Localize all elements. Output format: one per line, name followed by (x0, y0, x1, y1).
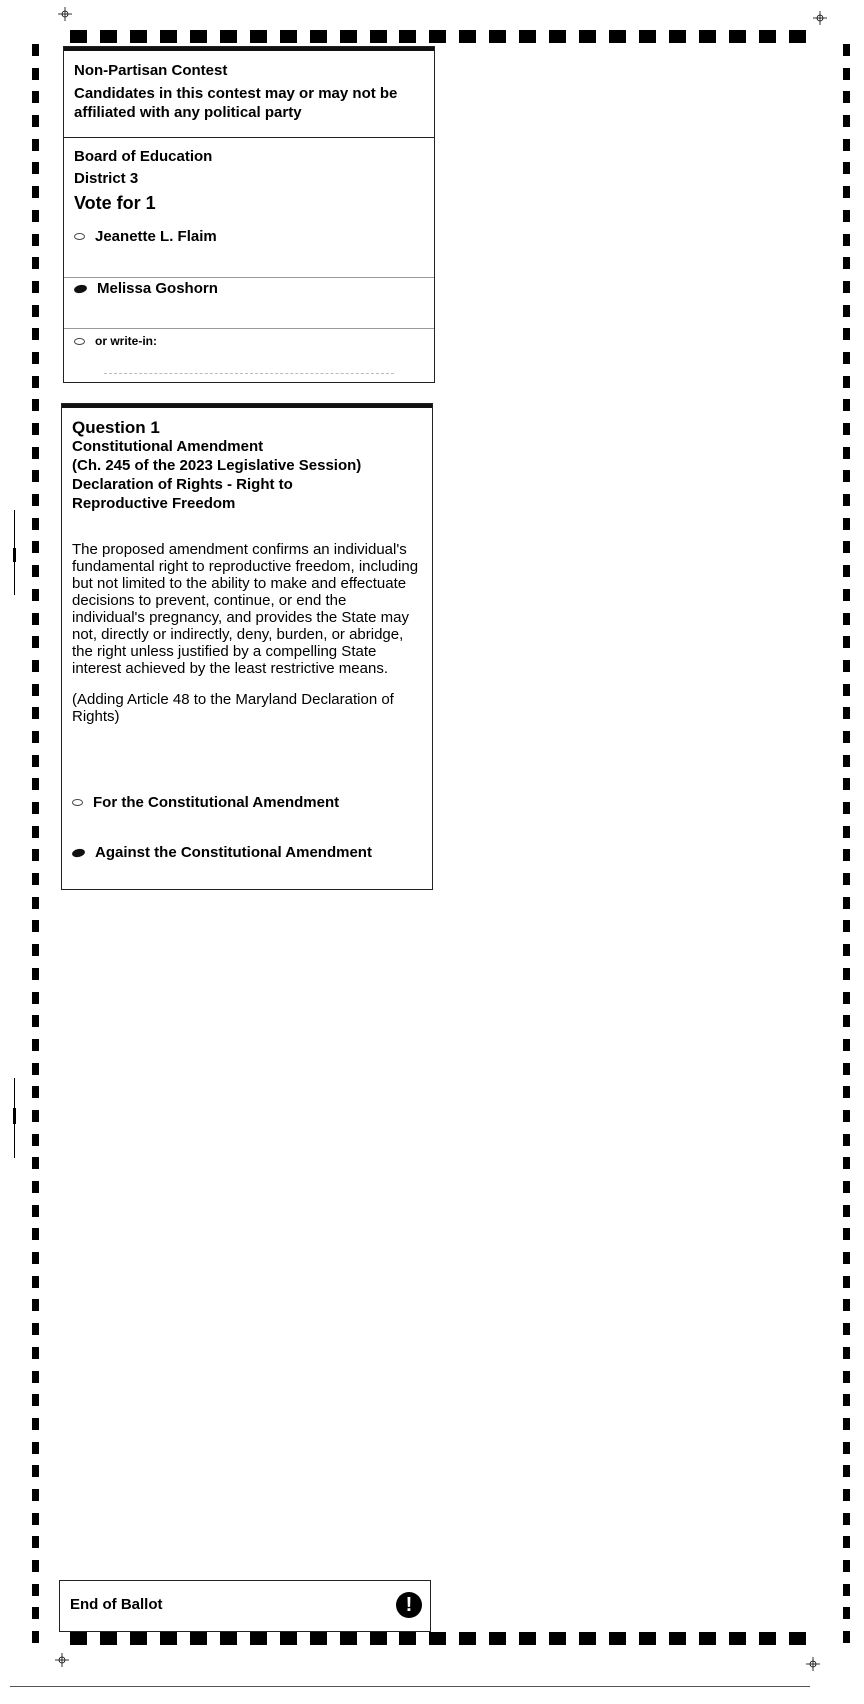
question-number: Question 1 (72, 418, 160, 437)
timing-mark (32, 1157, 39, 1169)
exclamation-icon: ! (396, 1592, 422, 1618)
box-header-bar (64, 47, 434, 51)
timing-mark (32, 1560, 39, 1572)
timing-mark (843, 849, 850, 861)
timing-mark (32, 1134, 39, 1146)
crosshair-icon (58, 7, 72, 21)
timing-mark (843, 1299, 850, 1311)
timing-mark (32, 281, 39, 293)
timing-mark (843, 992, 850, 1004)
timing-mark (32, 257, 39, 269)
timing-mark (843, 968, 850, 980)
timing-mark (32, 68, 39, 80)
timing-mark (32, 91, 39, 103)
timing-mark (32, 1394, 39, 1406)
timing-mark (32, 44, 39, 56)
timing-mark (843, 1631, 850, 1643)
timing-mark (32, 186, 39, 198)
timing-mark (32, 1607, 39, 1619)
question-text (62, 513, 432, 725)
timing-mark (32, 778, 39, 790)
timing-mark (32, 1228, 39, 1240)
timing-mark (32, 589, 39, 601)
timing-mark (843, 1394, 850, 1406)
option-label: Against the Constitutional Amendment (95, 844, 372, 861)
write-in-label: or write-in: (95, 334, 157, 348)
timing-mark (843, 376, 850, 388)
timing-mark (843, 139, 850, 151)
timing-mark (32, 1039, 39, 1051)
timing-mark (32, 1631, 39, 1643)
timing-mark (843, 257, 850, 269)
timing-mark (32, 636, 39, 648)
unfilled-oval-icon[interactable] (74, 233, 85, 240)
nonpartisan-header (64, 47, 434, 127)
timing-mark (32, 1584, 39, 1596)
timing-mark (843, 1015, 850, 1027)
timing-mark (843, 944, 850, 956)
timing-mark (843, 802, 850, 814)
timing-mark (32, 1536, 39, 1548)
timing-mark (32, 115, 39, 127)
candidate-name: Melissa Goshorn (97, 280, 218, 297)
scan-artifact (10, 1686, 810, 1687)
contest-title (64, 138, 434, 216)
timing-mark (32, 399, 39, 411)
timing-mark (843, 68, 850, 80)
timing-mark (32, 1205, 39, 1217)
timing-mark (32, 518, 39, 530)
crosshair-icon (55, 1653, 69, 1667)
timing-mark (32, 992, 39, 1004)
timing-mark (843, 470, 850, 482)
nonpartisan-subtitle: Candidates in this contest may or may not be affiliated with any political party (74, 85, 398, 121)
timing-mark (843, 1086, 850, 1098)
timing-mark (32, 1015, 39, 1027)
timing-mark (32, 1276, 39, 1288)
timing-mark (843, 660, 850, 672)
timing-mark (843, 44, 850, 56)
timing-mark (843, 1607, 850, 1619)
timing-mark (32, 1252, 39, 1264)
timing-mark (843, 1371, 850, 1383)
timing-mark (32, 1063, 39, 1075)
timing-mark (32, 470, 39, 482)
timing-mark (32, 707, 39, 719)
timing-mark (843, 1442, 850, 1454)
timing-mark (843, 1536, 850, 1548)
timing-mark (843, 115, 850, 127)
timing-mark (32, 565, 39, 577)
timing-mark (843, 636, 850, 648)
timing-mark (32, 968, 39, 980)
question-session: (Ch. 245 of the 2023 Legislative Session) (72, 457, 362, 474)
timing-mark (843, 1157, 850, 1169)
timing-mark (843, 162, 850, 174)
timing-mark (843, 1228, 850, 1240)
timing-mark (843, 494, 850, 506)
timing-mark (843, 423, 850, 435)
vote-for-instruction: Vote for 1 (74, 193, 156, 213)
timing-mark (843, 328, 850, 340)
timing-mark (32, 328, 39, 340)
timing-mark (843, 565, 850, 577)
timing-mark (32, 944, 39, 956)
timing-mark (32, 1181, 39, 1193)
top-timing-marks (70, 30, 806, 43)
timing-mark (843, 613, 850, 625)
left-timing-marks (32, 44, 39, 1644)
timing-mark (32, 802, 39, 814)
timing-mark (32, 1442, 39, 1454)
timing-mark (32, 1513, 39, 1525)
timing-mark (32, 660, 39, 672)
timing-mark (843, 1513, 850, 1525)
question-heading (62, 404, 432, 513)
write-in-line[interactable] (104, 373, 394, 374)
box-header-bar (62, 404, 432, 408)
timing-mark (843, 707, 850, 719)
timing-mark (843, 1276, 850, 1288)
timing-mark (843, 399, 850, 411)
timing-mark (843, 1039, 850, 1051)
timing-mark (32, 897, 39, 909)
timing-mark (32, 1086, 39, 1098)
timing-mark (843, 1181, 850, 1193)
unfilled-oval-icon[interactable] (72, 799, 83, 806)
timing-mark (843, 873, 850, 885)
timing-mark (843, 1489, 850, 1501)
timing-mark (32, 1299, 39, 1311)
timing-mark (32, 234, 39, 246)
timing-mark (32, 1489, 39, 1501)
timing-mark (32, 849, 39, 861)
end-of-ballot-label: End of Ballot (70, 1596, 163, 1613)
timing-mark (843, 755, 850, 767)
timing-mark (32, 1418, 39, 1430)
board-contest-box (63, 46, 435, 383)
timing-mark (32, 139, 39, 151)
timing-mark (843, 91, 850, 103)
timing-mark (843, 1205, 850, 1217)
timing-mark (32, 1465, 39, 1477)
filled-oval-icon[interactable] (73, 283, 87, 294)
timing-mark (32, 613, 39, 625)
option-label: For the Constitutional Amendment (93, 794, 340, 811)
crosshair-icon (813, 11, 827, 25)
timing-mark (32, 376, 39, 388)
timing-mark (32, 755, 39, 767)
timing-mark (32, 494, 39, 506)
right-timing-marks (843, 44, 850, 1644)
timing-mark (843, 234, 850, 246)
timing-mark (843, 305, 850, 317)
timing-mark (32, 305, 39, 317)
scan-artifact (13, 548, 16, 562)
timing-mark (843, 518, 850, 530)
bottom-timing-marks (70, 1632, 806, 1645)
question-option-against[interactable] (72, 844, 372, 861)
crosshair-icon (806, 1657, 820, 1671)
question-type: Constitutional Amendment (72, 438, 264, 455)
timing-mark (32, 826, 39, 838)
timing-mark (843, 1418, 850, 1430)
office-title: Board of Education (74, 148, 213, 165)
timing-mark (32, 162, 39, 174)
timing-mark (32, 541, 39, 553)
filled-oval-icon[interactable] (71, 847, 85, 858)
question-box (61, 403, 433, 890)
timing-mark (32, 873, 39, 885)
timing-mark (32, 684, 39, 696)
timing-mark (32, 210, 39, 222)
question-option-for[interactable] (72, 794, 339, 811)
scan-artifact (13, 1108, 16, 1124)
candidate-name: Jeanette L. Flaim (95, 228, 217, 245)
timing-mark (843, 684, 850, 696)
timing-mark (843, 1465, 850, 1477)
timing-mark (32, 423, 39, 435)
timing-mark (843, 826, 850, 838)
timing-mark (32, 920, 39, 932)
timing-mark (32, 1323, 39, 1335)
timing-mark (843, 1252, 850, 1264)
nonpartisan-title: Non-Partisan Contest (74, 62, 228, 79)
timing-mark (32, 1371, 39, 1383)
question-note: (Adding Article 48 to the Maryland Declaration of Rights) (72, 691, 394, 725)
timing-mark (843, 352, 850, 364)
timing-mark (843, 1347, 850, 1359)
timing-mark (843, 447, 850, 459)
district-title: District 3 (74, 170, 139, 187)
timing-mark (32, 1110, 39, 1122)
option-divider (64, 328, 434, 329)
timing-mark (32, 1347, 39, 1359)
end-of-ballot-box (59, 1580, 431, 1632)
timing-mark (32, 352, 39, 364)
timing-mark (843, 897, 850, 909)
timing-mark (32, 731, 39, 743)
timing-mark (843, 1584, 850, 1596)
question-body: The proposed amendment confirms an individual's fundamental right to reproductive freedom, including but not limited to the ability to make and effectuate decisions to prevent, continue, or end the individual's pregnancy, and provides the State may not, directly or indirectly, deny, burden, or abridge, the right unless justified by a compelling State interest achieved by the least restrictive means. (72, 541, 419, 677)
timing-mark (843, 589, 850, 601)
timing-mark (843, 210, 850, 222)
timing-mark (843, 281, 850, 293)
write-in-option[interactable] (74, 334, 157, 348)
timing-mark (843, 1560, 850, 1572)
timing-mark (843, 1134, 850, 1146)
timing-mark (843, 186, 850, 198)
timing-mark (843, 920, 850, 932)
timing-mark (843, 1110, 850, 1122)
timing-mark (843, 1063, 850, 1075)
candidate-option[interactable] (74, 280, 218, 297)
timing-mark (843, 731, 850, 743)
timing-mark (843, 541, 850, 553)
question-title: Declaration of Rights - Right to Reproductive Freedom (72, 476, 293, 512)
candidate-option[interactable] (74, 228, 217, 245)
timing-mark (843, 1323, 850, 1335)
option-divider (64, 277, 434, 278)
unfilled-oval-icon[interactable] (74, 338, 85, 345)
timing-mark (843, 778, 850, 790)
timing-mark (32, 447, 39, 459)
